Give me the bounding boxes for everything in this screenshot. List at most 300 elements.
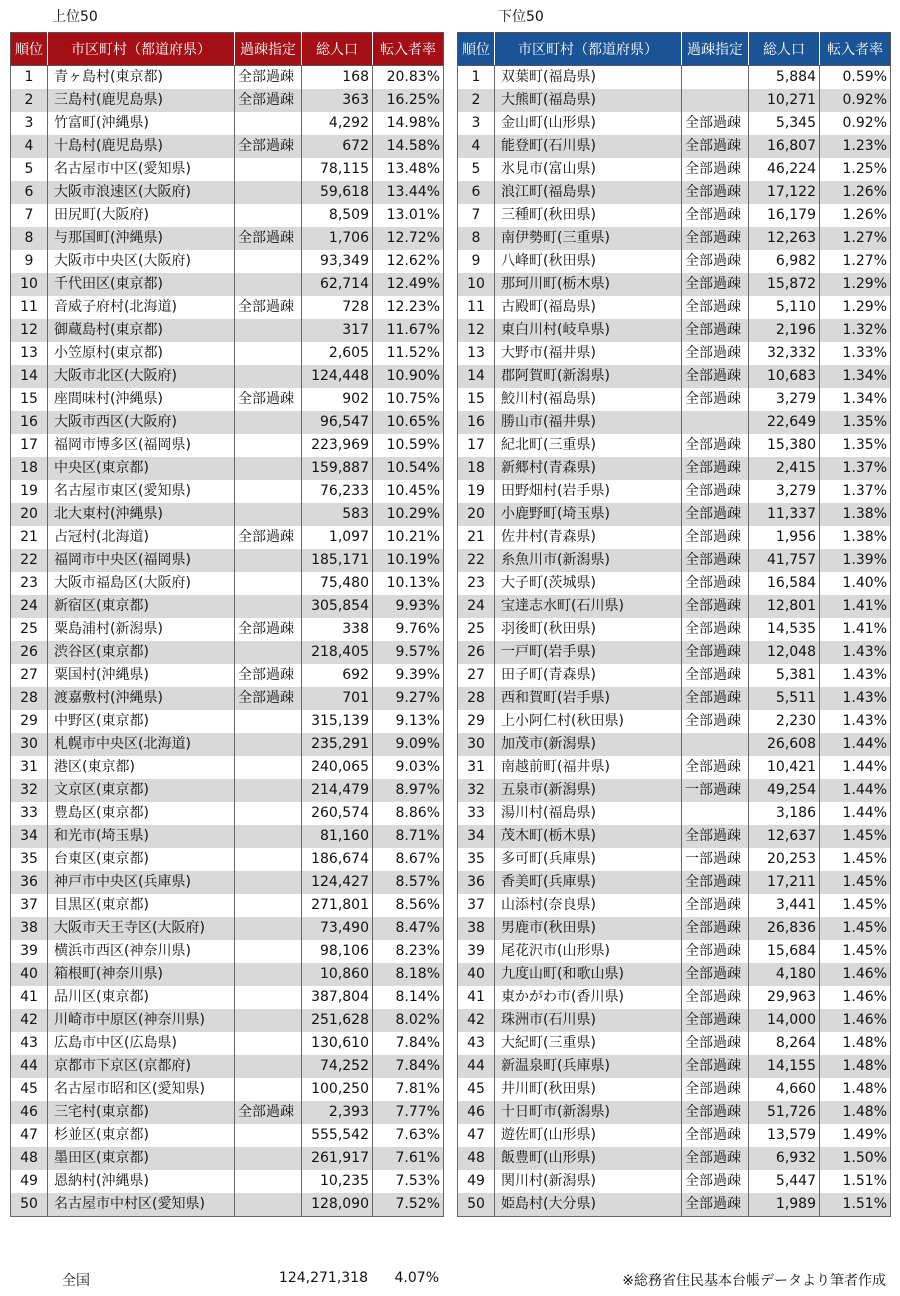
municipality-cell: 渡嘉敷村(沖縄県) <box>48 687 235 710</box>
population-cell: 100,250 <box>302 1078 373 1101</box>
depopulation-cell: 全部過疎 <box>682 572 749 595</box>
rate-cell: 1.43% <box>820 687 891 710</box>
rank-cell: 20 <box>458 503 495 526</box>
municipality-cell: 粟島浦村(新潟県) <box>48 618 235 641</box>
rank-cell: 17 <box>11 434 48 457</box>
depopulation-cell: 全部過疎 <box>235 618 302 641</box>
table-row <box>11 503 444 526</box>
national-label: 全国 <box>62 1273 90 1289</box>
rate-cell: 1.37% <box>820 480 891 503</box>
population-cell: 51,726 <box>749 1101 820 1124</box>
population-cell: 96,547 <box>302 411 373 434</box>
depopulation-cell: 全部過疎 <box>682 963 749 986</box>
depopulation-cell: 全部過疎 <box>682 618 749 641</box>
table-row <box>458 848 891 871</box>
rank-cell: 3 <box>11 112 48 135</box>
depopulation-cell <box>235 1032 302 1055</box>
population-cell: 387,804 <box>302 986 373 1009</box>
rank-cell: 5 <box>11 158 48 181</box>
municipality-cell: 郡阿賀町(新潟県) <box>495 365 682 388</box>
rank-cell: 35 <box>458 848 495 871</box>
municipality-cell: 多可町(兵庫県) <box>495 848 682 871</box>
table-row <box>458 641 891 664</box>
municipality-cell: 座間味村(沖縄県) <box>48 388 235 411</box>
population-cell: 10,860 <box>302 963 373 986</box>
rank-cell: 18 <box>458 457 495 480</box>
population-cell: 168 <box>302 66 373 90</box>
population-cell: 1,097 <box>302 526 373 549</box>
top50-table <box>10 32 444 1217</box>
population-cell: 16,179 <box>749 204 820 227</box>
table-row <box>11 250 444 273</box>
population-cell: 12,637 <box>749 825 820 848</box>
header-depopulation: 過疎指定 <box>682 33 749 66</box>
municipality-cell: 粟国村(沖縄県) <box>48 664 235 687</box>
municipality-cell: 北大東村(沖縄県) <box>48 503 235 526</box>
table-row <box>458 273 891 296</box>
rank-cell: 50 <box>458 1193 495 1217</box>
rate-cell: 0.92% <box>820 89 891 112</box>
population-cell: 74,252 <box>302 1055 373 1078</box>
population-cell: 15,684 <box>749 940 820 963</box>
municipality-cell: 渋谷区(東京都) <box>48 641 235 664</box>
rate-cell: 1.45% <box>820 894 891 917</box>
population-cell: 16,584 <box>749 572 820 595</box>
municipality-cell: 大阪市天王寺区(大阪府) <box>48 917 235 940</box>
depopulation-cell: 一部過疎 <box>682 779 749 802</box>
table-row <box>11 158 444 181</box>
rate-cell: 1.50% <box>820 1147 891 1170</box>
depopulation-cell: 全部過疎 <box>682 1055 749 1078</box>
municipality-cell: 姫島村(大分県) <box>495 1193 682 1217</box>
header-rank: 順位 <box>458 33 495 66</box>
table-row <box>11 296 444 319</box>
rate-cell: 7.63% <box>373 1124 444 1147</box>
depopulation-cell <box>235 802 302 825</box>
rate-cell: 10.65% <box>373 411 444 434</box>
population-cell: 315,139 <box>302 710 373 733</box>
municipality-cell: 新郷村(青森県) <box>495 457 682 480</box>
table-row <box>458 388 891 411</box>
table-row <box>11 1009 444 1032</box>
rate-cell: 10.45% <box>373 480 444 503</box>
table-row <box>11 802 444 825</box>
population-cell: 251,628 <box>302 1009 373 1032</box>
header-rank: 順位 <box>11 33 48 66</box>
depopulation-cell: 全部過疎 <box>682 1193 749 1217</box>
table-row <box>458 112 891 135</box>
depopulation-cell <box>682 733 749 756</box>
rate-cell: 1.45% <box>820 917 891 940</box>
rate-cell: 1.35% <box>820 434 891 457</box>
rank-cell: 48 <box>458 1147 495 1170</box>
rate-cell: 14.98% <box>373 112 444 135</box>
municipality-cell: 糸魚川市(新潟県) <box>495 549 682 572</box>
header-rate: 転入者率 <box>373 33 444 66</box>
table-row <box>458 457 891 480</box>
rate-cell: 14.58% <box>373 135 444 158</box>
rate-cell: 1.44% <box>820 733 891 756</box>
municipality-cell: 福岡市中央区(福岡県) <box>48 549 235 572</box>
rate-cell: 1.46% <box>820 963 891 986</box>
depopulation-cell: 全部過疎 <box>682 894 749 917</box>
municipality-cell: 台東区(東京都) <box>48 848 235 871</box>
depopulation-cell: 全部過疎 <box>235 89 302 112</box>
rate-cell: 11.52% <box>373 342 444 365</box>
rank-cell: 31 <box>11 756 48 779</box>
rate-cell: 1.48% <box>820 1055 891 1078</box>
rate-cell: 9.57% <box>373 641 444 664</box>
table-row <box>11 457 444 480</box>
depopulation-cell <box>235 779 302 802</box>
rank-cell: 33 <box>458 802 495 825</box>
rate-cell: 1.44% <box>820 802 891 825</box>
rate-cell: 1.34% <box>820 365 891 388</box>
depopulation-cell <box>235 181 302 204</box>
population-cell: 1,989 <box>749 1193 820 1217</box>
rank-cell: 12 <box>458 319 495 342</box>
municipality-cell: 東白川村(岐阜県) <box>495 319 682 342</box>
rank-cell: 44 <box>458 1055 495 1078</box>
rate-cell: 10.21% <box>373 526 444 549</box>
population-cell: 223,969 <box>302 434 373 457</box>
table-row <box>458 1124 891 1147</box>
table-row <box>11 1124 444 1147</box>
population-cell: 728 <box>302 296 373 319</box>
rate-cell: 1.43% <box>820 710 891 733</box>
population-cell: 3,441 <box>749 894 820 917</box>
rate-cell: 9.76% <box>373 618 444 641</box>
municipality-cell: 遊佐町(山形県) <box>495 1124 682 1147</box>
municipality-cell: 中野区(東京都) <box>48 710 235 733</box>
rate-cell: 1.29% <box>820 296 891 319</box>
rank-cell: 32 <box>458 779 495 802</box>
table-row <box>458 1032 891 1055</box>
population-cell: 16,807 <box>749 135 820 158</box>
table-row <box>458 434 891 457</box>
rank-cell: 36 <box>11 871 48 894</box>
rank-cell: 16 <box>11 411 48 434</box>
rank-cell: 31 <box>458 756 495 779</box>
table-row <box>11 434 444 457</box>
population-cell: 17,211 <box>749 871 820 894</box>
rank-cell: 43 <box>11 1032 48 1055</box>
depopulation-cell: 全部過疎 <box>682 434 749 457</box>
table-row <box>11 756 444 779</box>
rate-cell: 1.44% <box>820 756 891 779</box>
rate-cell: 8.86% <box>373 802 444 825</box>
header-row <box>458 33 891 66</box>
rate-cell: 8.57% <box>373 871 444 894</box>
depopulation-cell: 全部過疎 <box>682 1101 749 1124</box>
population-cell: 49,254 <box>749 779 820 802</box>
table-row <box>11 779 444 802</box>
table-row <box>11 572 444 595</box>
rank-cell: 49 <box>458 1170 495 1193</box>
rank-cell: 2 <box>458 89 495 112</box>
rate-cell: 1.34% <box>820 388 891 411</box>
depopulation-cell: 全部過疎 <box>235 1101 302 1124</box>
source-note: ※総務省住民基本台帳データより筆者作成 <box>622 1273 886 1289</box>
table-row <box>458 1147 891 1170</box>
table-row <box>458 1055 891 1078</box>
depopulation-cell: 全部過疎 <box>682 664 749 687</box>
table-row <box>11 181 444 204</box>
municipality-cell: 港区(東京都) <box>48 756 235 779</box>
municipality-cell: 紀北町(三重県) <box>495 434 682 457</box>
depopulation-cell: 全部過疎 <box>682 480 749 503</box>
table-row <box>458 756 891 779</box>
municipality-cell: 古殿町(福島県) <box>495 296 682 319</box>
municipality-cell: 小笠原村(東京都) <box>48 342 235 365</box>
rate-cell: 1.32% <box>820 319 891 342</box>
rate-cell: 13.48% <box>373 158 444 181</box>
table-row <box>458 1101 891 1124</box>
population-cell: 1,706 <box>302 227 373 250</box>
municipality-cell: 川崎市中原区(神奈川県) <box>48 1009 235 1032</box>
municipality-cell: 名古屋市中村区(愛知県) <box>48 1193 235 1217</box>
table-row <box>458 894 891 917</box>
population-cell: 583 <box>302 503 373 526</box>
municipality-cell: 文京区(東京都) <box>48 779 235 802</box>
population-cell: 124,448 <box>302 365 373 388</box>
rate-cell: 12.23% <box>373 296 444 319</box>
rate-cell: 1.46% <box>820 986 891 1009</box>
header-municipality: 市区町村（都道府県） <box>495 33 682 66</box>
municipality-cell: 和光市(埼玉県) <box>48 825 235 848</box>
rate-cell: 8.14% <box>373 986 444 1009</box>
depopulation-cell: 全部過疎 <box>682 319 749 342</box>
depopulation-cell: 全部過疎 <box>235 664 302 687</box>
population-cell: 240,065 <box>302 756 373 779</box>
rate-cell: 1.23% <box>820 135 891 158</box>
header-depopulation: 過疎指定 <box>235 33 302 66</box>
table-row <box>11 595 444 618</box>
table-row <box>458 917 891 940</box>
rank-cell: 34 <box>458 825 495 848</box>
population-cell: 59,618 <box>302 181 373 204</box>
header-municipality: 市区町村（都道府県） <box>48 33 235 66</box>
municipality-cell: 鮫川村(福島県) <box>495 388 682 411</box>
municipality-cell: 羽後町(秋田県) <box>495 618 682 641</box>
population-cell: 218,405 <box>302 641 373 664</box>
rate-cell: 12.62% <box>373 250 444 273</box>
municipality-cell: 那珂川町(栃木県) <box>495 273 682 296</box>
rate-cell: 7.61% <box>373 1147 444 1170</box>
rate-cell: 1.48% <box>820 1032 891 1055</box>
depopulation-cell <box>235 710 302 733</box>
rank-cell: 4 <box>458 135 495 158</box>
table-row <box>458 871 891 894</box>
municipality-cell: 茂木町(栃木県) <box>495 825 682 848</box>
municipality-cell: 新宿区(東京都) <box>48 595 235 618</box>
population-cell: 13,579 <box>749 1124 820 1147</box>
rank-cell: 42 <box>11 1009 48 1032</box>
rank-cell: 37 <box>458 894 495 917</box>
table-row <box>11 940 444 963</box>
depopulation-cell <box>235 1170 302 1193</box>
municipality-cell: 山添村(奈良県) <box>495 894 682 917</box>
municipality-cell: 宝達志水町(石川県) <box>495 595 682 618</box>
municipality-cell: 神戸市中央区(兵庫県) <box>48 871 235 894</box>
depopulation-cell: 全部過疎 <box>682 595 749 618</box>
rank-cell: 22 <box>458 549 495 572</box>
rate-cell: 1.45% <box>820 940 891 963</box>
national-population: 124,271,318 <box>278 1270 368 1286</box>
population-cell: 73,490 <box>302 917 373 940</box>
rank-cell: 9 <box>11 250 48 273</box>
depopulation-cell: 全部過疎 <box>682 1009 749 1032</box>
depopulation-cell: 全部過疎 <box>682 917 749 940</box>
population-cell: 41,757 <box>749 549 820 572</box>
rank-cell: 7 <box>458 204 495 227</box>
population-cell: 2,393 <box>302 1101 373 1124</box>
rank-cell: 11 <box>458 296 495 319</box>
municipality-cell: 名古屋市中区(愛知県) <box>48 158 235 181</box>
table-row <box>11 848 444 871</box>
rate-cell: 16.25% <box>373 89 444 112</box>
rank-cell: 43 <box>458 1032 495 1055</box>
depopulation-cell: 全部過疎 <box>682 158 749 181</box>
rate-cell: 10.19% <box>373 549 444 572</box>
rate-cell: 12.72% <box>373 227 444 250</box>
rank-cell: 38 <box>458 917 495 940</box>
depopulation-cell <box>235 1124 302 1147</box>
depopulation-cell: 全部過疎 <box>235 227 302 250</box>
rank-cell: 28 <box>458 687 495 710</box>
rate-cell: 1.41% <box>820 595 891 618</box>
rate-cell: 9.13% <box>373 710 444 733</box>
rank-cell: 15 <box>458 388 495 411</box>
depopulation-cell: 全部過疎 <box>235 526 302 549</box>
rank-cell: 28 <box>11 687 48 710</box>
table-row <box>458 342 891 365</box>
bottom50-table <box>457 32 891 1217</box>
population-cell: 271,801 <box>302 894 373 917</box>
rank-cell: 38 <box>11 917 48 940</box>
rate-cell: 1.51% <box>820 1170 891 1193</box>
table-row <box>458 963 891 986</box>
municipality-cell: 大阪市浪速区(大阪府) <box>48 181 235 204</box>
population-cell: 305,854 <box>302 595 373 618</box>
municipality-cell: 田尻町(大阪府) <box>48 204 235 227</box>
rank-cell: 13 <box>11 342 48 365</box>
population-cell: 555,542 <box>302 1124 373 1147</box>
population-cell: 98,106 <box>302 940 373 963</box>
table-row <box>458 1193 891 1217</box>
rank-cell: 46 <box>11 1101 48 1124</box>
rank-cell: 1 <box>458 66 495 90</box>
table-row <box>458 480 891 503</box>
rank-cell: 45 <box>11 1078 48 1101</box>
rate-cell: 1.49% <box>820 1124 891 1147</box>
rate-cell: 10.54% <box>373 457 444 480</box>
population-cell: 14,000 <box>749 1009 820 1032</box>
municipality-cell: 中央区(東京都) <box>48 457 235 480</box>
depopulation-cell <box>235 319 302 342</box>
rate-cell: 1.46% <box>820 1009 891 1032</box>
rank-cell: 47 <box>458 1124 495 1147</box>
table-row <box>11 710 444 733</box>
table-row <box>11 1147 444 1170</box>
rank-cell: 45 <box>458 1078 495 1101</box>
rate-cell: 1.26% <box>820 181 891 204</box>
depopulation-cell <box>235 158 302 181</box>
rate-cell: 1.51% <box>820 1193 891 1217</box>
rate-cell: 9.27% <box>373 687 444 710</box>
rate-cell: 0.92% <box>820 112 891 135</box>
rank-cell: 12 <box>11 319 48 342</box>
header-population: 総人口 <box>749 33 820 66</box>
rate-cell: 8.02% <box>373 1009 444 1032</box>
table-row <box>11 641 444 664</box>
rank-cell: 9 <box>458 250 495 273</box>
population-cell: 2,605 <box>302 342 373 365</box>
table-row <box>11 480 444 503</box>
rank-cell: 37 <box>11 894 48 917</box>
rate-cell: 1.27% <box>820 250 891 273</box>
rank-cell: 25 <box>11 618 48 641</box>
table-row <box>11 1193 444 1217</box>
municipality-cell: 箱根町(神奈川県) <box>48 963 235 986</box>
population-cell: 128,090 <box>302 1193 373 1217</box>
municipality-cell: 広島市中区(広島県) <box>48 1032 235 1055</box>
table-row <box>458 411 891 434</box>
rank-cell: 48 <box>11 1147 48 1170</box>
table-row <box>458 296 891 319</box>
municipality-cell: 福岡市博多区(福岡県) <box>48 434 235 457</box>
municipality-cell: 音威子府村(北海道) <box>48 296 235 319</box>
municipality-cell: 墨田区(東京都) <box>48 1147 235 1170</box>
municipality-cell: 恩納村(沖縄県) <box>48 1170 235 1193</box>
population-cell: 32,332 <box>749 342 820 365</box>
rank-cell: 47 <box>11 1124 48 1147</box>
population-cell: 93,349 <box>302 250 373 273</box>
rate-cell: 7.84% <box>373 1032 444 1055</box>
table-row <box>458 710 891 733</box>
table-row <box>458 503 891 526</box>
municipality-cell: 目黒区(東京都) <box>48 894 235 917</box>
population-cell: 78,115 <box>302 158 373 181</box>
depopulation-cell <box>235 1078 302 1101</box>
municipality-cell: 湯川村(福島県) <box>495 802 682 825</box>
rank-cell: 6 <box>11 181 48 204</box>
population-cell: 12,801 <box>749 595 820 618</box>
rank-cell: 29 <box>458 710 495 733</box>
depopulation-cell: 全部過疎 <box>682 273 749 296</box>
rate-cell: 7.81% <box>373 1078 444 1101</box>
depopulation-cell <box>235 434 302 457</box>
municipality-cell: 西和賀町(岩手県) <box>495 687 682 710</box>
population-cell: 8,509 <box>302 204 373 227</box>
depopulation-cell: 全部過疎 <box>682 250 749 273</box>
table-row <box>11 664 444 687</box>
depopulation-cell <box>235 1055 302 1078</box>
municipality-cell: 占冠村(北海道) <box>48 526 235 549</box>
depopulation-cell: 全部過疎 <box>682 710 749 733</box>
table-row <box>11 112 444 135</box>
rank-cell: 15 <box>11 388 48 411</box>
depopulation-cell <box>235 986 302 1009</box>
rank-cell: 13 <box>458 342 495 365</box>
table-row <box>11 342 444 365</box>
population-cell: 2,196 <box>749 319 820 342</box>
municipality-cell: 大子町(茨城県) <box>495 572 682 595</box>
table-row <box>11 135 444 158</box>
rank-cell: 30 <box>458 733 495 756</box>
depopulation-cell: 全部過疎 <box>682 204 749 227</box>
depopulation-cell <box>235 342 302 365</box>
